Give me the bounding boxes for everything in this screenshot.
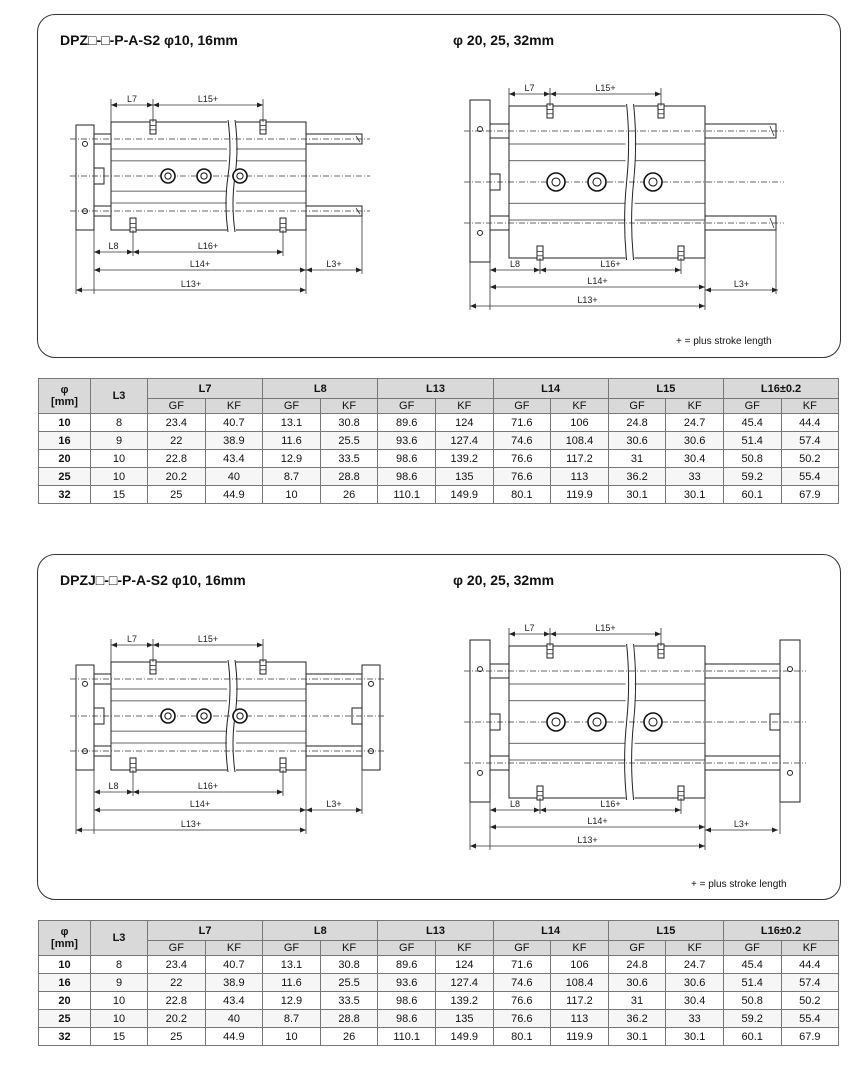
cell-value: 10: [263, 1028, 321, 1046]
table-row: [39, 956, 839, 974]
dim-l13-label: L13+: [577, 835, 598, 845]
col-group-header: L7: [148, 921, 263, 941]
sub-header-kf: KF: [205, 399, 263, 414]
title-dpz-small: DPZ□-□-P-A-S2 φ10, 16mm: [60, 32, 238, 48]
cell-value: 51.4: [723, 974, 781, 992]
cell-value: 22: [148, 432, 206, 450]
title-dpz-large: φ 20, 25, 32mm: [453, 32, 555, 48]
cell-value: 110.1: [378, 1028, 436, 1046]
cell-value: 26: [320, 486, 378, 504]
sub-header-kf: KF: [781, 399, 839, 414]
cell-value: 22: [148, 974, 206, 992]
sub-header-kf: KF: [320, 941, 378, 956]
sub-header-kf: KF: [435, 941, 493, 956]
plate-hole: [788, 770, 793, 775]
cell-value: 139.2: [435, 992, 493, 1010]
cell-value: 67.9: [781, 486, 839, 504]
dim-l8-arrow-end: [127, 790, 133, 795]
cell-value: 8.7: [263, 468, 321, 486]
cell-value: 44.9: [205, 1028, 263, 1046]
col-group-header: L8: [263, 379, 378, 399]
cell-value: 23.4: [148, 414, 206, 432]
port-fitting: [130, 758, 136, 772]
cell-value: 74.6: [493, 974, 551, 992]
cell-value: 31: [608, 450, 666, 468]
cell-value: 43.4: [205, 992, 263, 1010]
cell-phi: 20: [39, 992, 91, 1010]
col-group-header: L8: [263, 921, 378, 941]
col-group-header: L16±0.2: [723, 921, 838, 941]
dim-l8-label: L8: [509, 799, 521, 809]
sub-header-kf: KF: [551, 399, 609, 414]
cell-value: 40: [205, 1010, 263, 1028]
cell-value: 124: [435, 414, 493, 432]
dim-l14-label: L14+: [189, 799, 211, 809]
cell-value: 93.6: [378, 432, 436, 450]
cell-value: 51.4: [723, 432, 781, 450]
sub-header-gf: GF: [378, 941, 436, 956]
cell-value: 119.9: [551, 486, 609, 504]
cell-value: 149.9: [435, 1028, 493, 1046]
cell-l3: 15: [91, 486, 148, 504]
dim-l8-label: L8: [509, 259, 521, 269]
cell-value: 30.8: [320, 414, 378, 432]
cell-value: 33: [666, 1010, 724, 1028]
dim-l15-label: L15+: [595, 623, 616, 633]
col-group-header: L14: [493, 379, 608, 399]
cell-value: 22.8: [148, 992, 206, 1010]
port-fitting: [280, 758, 286, 772]
cell-value: 108.4: [551, 432, 609, 450]
cell-value: 113: [551, 468, 609, 486]
cell-value: 33.5: [320, 992, 378, 1010]
cell-value: 59.2: [723, 468, 781, 486]
cell-value: 28.8: [320, 1010, 378, 1028]
port-fitting: [547, 644, 553, 658]
sub-header-gf: GF: [263, 399, 321, 414]
port-fitting: [260, 660, 266, 674]
dim-l15-arrow-end: [257, 643, 263, 648]
cell-value: 30.4: [666, 992, 724, 1010]
sub-header-gf: GF: [723, 941, 781, 956]
dim-l13-arrow-start: [76, 828, 82, 833]
cell-value: 80.1: [493, 1028, 551, 1046]
cell-value: 38.9: [205, 974, 263, 992]
table-row: [39, 974, 839, 992]
dim-l16-label: L16+: [600, 259, 621, 269]
dim-l14-arrow-start: [490, 825, 496, 830]
stroke-note-dpz: + = plus stroke length: [676, 336, 772, 347]
dim-l13-label: L13+: [180, 819, 202, 829]
cell-value: 30.1: [666, 1028, 724, 1046]
cell-value: 13.1: [263, 414, 321, 432]
cell-value: 76.6: [493, 1010, 551, 1028]
dim-l7-arrow-start: [111, 643, 117, 648]
dim-l16-label: L16+: [197, 781, 219, 791]
plate-hole: [83, 681, 88, 686]
cell-l3: 8: [91, 956, 148, 974]
cell-phi: 32: [39, 1028, 91, 1046]
dim-l16-arrow-start: [540, 808, 546, 813]
cell-value: 80.1: [493, 486, 551, 504]
corner-mm: [mm]: [51, 396, 78, 408]
sub-header-gf: GF: [723, 399, 781, 414]
dim-l14-label: L14+: [189, 259, 211, 269]
dim-l3-arrow-end: [772, 828, 778, 833]
end-plate: [76, 665, 94, 770]
dim-l3-arrow-start: [705, 828, 711, 833]
screw-inner: [593, 718, 601, 726]
cell-value: 108.4: [551, 974, 609, 992]
dim-l3-label: L3+: [733, 819, 750, 829]
cell-value: 135: [435, 468, 493, 486]
cell-value: 139.2: [435, 450, 493, 468]
cell-value: 30.1: [608, 1028, 666, 1046]
sub-header-gf: GF: [493, 399, 551, 414]
cell-phi: 25: [39, 1010, 91, 1028]
sub-header-gf: GF: [378, 399, 436, 414]
cell-value: 12.9: [263, 992, 321, 1010]
dim-l13-arrow-end: [300, 828, 306, 833]
stroke-note-dpzj: + = plus stroke length: [691, 879, 787, 890]
dim-l13-arrow-end: [699, 844, 705, 849]
cell-phi: 10: [39, 956, 91, 974]
cell-value: 50.2: [781, 992, 839, 1010]
cell-value: 67.9: [781, 1028, 839, 1046]
sub-header-gf: GF: [608, 941, 666, 956]
cell-value: 40.7: [205, 956, 263, 974]
corner-phi: φ: [60, 926, 69, 938]
port-fitting: [658, 644, 664, 658]
dim-l13-arrow-start: [470, 844, 476, 849]
cell-phi: 16: [39, 432, 91, 450]
cell-phi: 10: [39, 414, 91, 432]
end-plate-right: [780, 640, 800, 802]
cell-value: 76.6: [493, 450, 551, 468]
sub-header-gf: GF: [148, 399, 206, 414]
title-dpzj-large: φ 20, 25, 32mm: [453, 572, 555, 588]
port-fitting: [678, 786, 684, 800]
col-group-header: L7: [148, 379, 263, 399]
cell-value: 31: [608, 992, 666, 1010]
dim-l7-label: L7: [126, 94, 138, 104]
col-l3-header: L3: [91, 921, 148, 956]
cell-value: 127.4: [435, 974, 493, 992]
port-fitting: [150, 660, 156, 674]
cell-value: 93.6: [378, 974, 436, 992]
cell-value: 13.1: [263, 956, 321, 974]
table-row: [39, 992, 839, 1010]
cell-value: 60.1: [723, 1028, 781, 1046]
dim-l15-arrow-end: [655, 632, 661, 637]
cell-value: 25: [148, 486, 206, 504]
screw-inner: [165, 713, 171, 719]
cell-value: 98.6: [378, 992, 436, 1010]
cell-value: 30.6: [608, 432, 666, 450]
cell-value: 33.5: [320, 450, 378, 468]
cell-value: 30.6: [608, 974, 666, 992]
dim-l13-label: L13+: [180, 279, 202, 289]
col-group-header: L15: [608, 921, 723, 941]
dim-l15-label: L15+: [595, 83, 616, 93]
dim-l14-label: L14+: [587, 276, 608, 286]
col-l3-header: L3: [91, 379, 148, 414]
sub-header-kf: KF: [435, 399, 493, 414]
sub-header-gf: GF: [493, 941, 551, 956]
cell-value: 76.6: [493, 468, 551, 486]
col-phi-header: [39, 921, 91, 956]
cell-value: 57.4: [781, 974, 839, 992]
cell-value: 36.2: [608, 468, 666, 486]
screw-inner: [237, 713, 243, 719]
sub-header-kf: KF: [205, 941, 263, 956]
cell-value: 25.5: [320, 974, 378, 992]
cell-value: 24.8: [608, 414, 666, 432]
sub-header-kf: KF: [320, 399, 378, 414]
cell-value: 40.7: [205, 414, 263, 432]
cell-value: 127.4: [435, 432, 493, 450]
dim-l3-label: L3+: [326, 799, 342, 809]
dim-l3-label: L3+: [326, 259, 342, 269]
title-dpzj-small: DPZJ□-□-P-A-S2 φ10, 16mm: [60, 572, 246, 588]
cell-value: 60.1: [723, 486, 781, 504]
dim-l14-arrow-end: [300, 808, 306, 813]
cell-phi: 32: [39, 486, 91, 504]
table-row: [39, 1010, 839, 1028]
cell-value: 43.4: [205, 450, 263, 468]
cell-value: 30.1: [666, 486, 724, 504]
cell-value: 59.2: [723, 1010, 781, 1028]
dim-l3-arrow-start: [306, 808, 312, 813]
cell-value: 57.4: [781, 432, 839, 450]
cell-value: 20.2: [148, 468, 206, 486]
cell-value: 44.9: [205, 486, 263, 504]
cell-value: 106: [551, 414, 609, 432]
cell-l3: 8: [91, 414, 148, 432]
cell-value: 119.9: [551, 1028, 609, 1046]
sub-header-gf: GF: [148, 941, 206, 956]
dim-l16-arrow-end: [675, 808, 681, 813]
dim-l7-arrow-start: [509, 632, 515, 637]
cell-value: 24.7: [666, 414, 724, 432]
cell-value: 12.9: [263, 450, 321, 468]
cell-value: 25.5: [320, 432, 378, 450]
cell-value: 24.7: [666, 956, 724, 974]
cell-value: 124: [435, 956, 493, 974]
cell-value: 50.8: [723, 450, 781, 468]
cell-phi: 20: [39, 450, 91, 468]
screw-inner: [552, 718, 560, 726]
col-group-header: L13: [378, 379, 493, 399]
dim-l13-label: L13+: [577, 295, 598, 305]
cell-value: 71.6: [493, 956, 551, 974]
cell-value: 117.2: [551, 450, 609, 468]
plate-hole: [369, 681, 374, 686]
dim-l15-label: L15+: [197, 634, 219, 644]
cell-value: 8.7: [263, 1010, 321, 1028]
table-row: [39, 1028, 839, 1046]
cell-value: 110.1: [378, 486, 436, 504]
cell-value: 74.6: [493, 432, 551, 450]
corner-phi: φ: [60, 384, 69, 396]
cell-value: 135: [435, 1010, 493, 1028]
dim-l16-arrow-end: [277, 790, 283, 795]
cell-value: 30.4: [666, 450, 724, 468]
cell-value: 20.2: [148, 1010, 206, 1028]
col-group-header: L14: [493, 921, 608, 941]
cell-value: 30.1: [608, 486, 666, 504]
corner-mm: [mm]: [51, 938, 78, 950]
spec-table-dpzj: [38, 920, 839, 1046]
cell-value: 25: [148, 1028, 206, 1046]
port-fitting: [537, 786, 543, 800]
cell-value: 38.9: [205, 432, 263, 450]
cell-value: 11.6: [263, 974, 321, 992]
cell-value: 50.2: [781, 450, 839, 468]
cell-l3: 10: [91, 450, 148, 468]
cell-value: 33: [666, 468, 724, 486]
sub-header-kf: KF: [666, 941, 724, 956]
cell-value: 98.6: [378, 1010, 436, 1028]
sub-header-gf: GF: [608, 399, 666, 414]
dim-l16-label: L16+: [600, 799, 621, 809]
dim-l8-label: L8: [108, 241, 119, 251]
dim-l3-label: L3+: [733, 279, 750, 289]
dim-l3-arrow-end: [356, 808, 362, 813]
cell-value: 117.2: [551, 992, 609, 1010]
cell-value: 36.2: [608, 1010, 666, 1028]
dim-l7-arrow-end: [544, 632, 550, 637]
cell-value: 98.6: [378, 450, 436, 468]
dim-l14-label: L14+: [587, 816, 608, 826]
cell-phi: 25: [39, 468, 91, 486]
cell-value: 106: [551, 956, 609, 974]
cell-phi: 16: [39, 974, 91, 992]
cell-value: 89.6: [378, 414, 436, 432]
col-group-header: L13: [378, 921, 493, 941]
cell-value: 149.9: [435, 486, 493, 504]
dim-l15-arrow-start: [153, 643, 159, 648]
cell-value: 30.6: [666, 974, 724, 992]
dim-l16-label: L16+: [197, 241, 219, 251]
cell-value: 71.6: [493, 414, 551, 432]
dim-l16-arrow-start: [133, 790, 139, 795]
dim-l8-label: L8: [108, 781, 119, 791]
dim-l8-arrow-start: [490, 808, 496, 813]
col-group-header: L16±0.2: [723, 379, 838, 399]
screw-inner: [201, 713, 207, 719]
cell-l3: 10: [91, 468, 148, 486]
cell-value: 55.4: [781, 468, 839, 486]
cell-value: 40: [205, 468, 263, 486]
cell-value: 22.8: [148, 450, 206, 468]
dim-l8-arrow-start: [94, 790, 100, 795]
dim-l7-label: L7: [524, 83, 535, 93]
end-plate: [470, 640, 490, 802]
dim-l7-label: L7: [524, 623, 535, 633]
cell-value: 50.8: [723, 992, 781, 1010]
dim-l7-label: L7: [126, 634, 138, 644]
dim-l8-arrow-end: [534, 808, 540, 813]
cell-value: 45.4: [723, 414, 781, 432]
col-group-header: L15: [608, 379, 723, 399]
cell-value: 76.6: [493, 992, 551, 1010]
plate-hole: [478, 770, 483, 775]
cell-value: 23.4: [148, 956, 206, 974]
cell-value: 98.6: [378, 468, 436, 486]
cell-l3: 9: [91, 432, 148, 450]
sub-header-gf: GF: [263, 941, 321, 956]
cell-value: 30.6: [666, 432, 724, 450]
cell-value: 11.6: [263, 432, 321, 450]
cell-value: 55.4: [781, 1010, 839, 1028]
dim-l14-arrow-start: [94, 808, 100, 813]
cell-value: 30.8: [320, 956, 378, 974]
dim-l14-arrow-end: [699, 825, 705, 830]
cell-value: 45.4: [723, 956, 781, 974]
cell-l3: 9: [91, 974, 148, 992]
cell-l3: 10: [91, 992, 148, 1010]
cell-l3: 15: [91, 1028, 148, 1046]
sub-header-kf: KF: [666, 399, 724, 414]
cell-value: 44.4: [781, 956, 839, 974]
dim-l7-arrow-end: [147, 643, 153, 648]
end-plate-right: [362, 665, 380, 770]
screw-inner: [649, 718, 657, 726]
cell-value: 24.8: [608, 956, 666, 974]
cell-value: 26: [320, 1028, 378, 1046]
sub-header-kf: KF: [551, 941, 609, 956]
cell-l3: 10: [91, 1010, 148, 1028]
sub-header-kf: KF: [781, 941, 839, 956]
dim-l15-label: L15+: [197, 94, 219, 104]
cell-value: 44.4: [781, 414, 839, 432]
cell-value: 113: [551, 1010, 609, 1028]
cell-value: 28.8: [320, 468, 378, 486]
cell-value: 89.6: [378, 956, 436, 974]
cell-value: 10: [263, 486, 321, 504]
dim-l15-arrow-start: [550, 632, 556, 637]
